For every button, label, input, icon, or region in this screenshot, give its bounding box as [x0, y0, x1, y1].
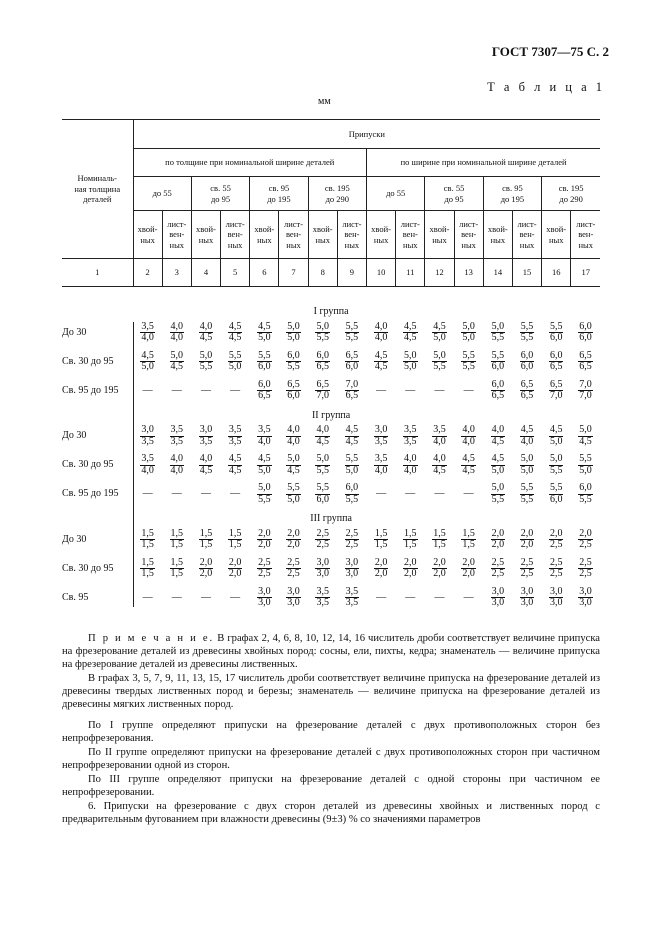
allowance-fraction: $\frac{5,0}{5,5}$ — [199, 349, 213, 372]
column-number: 6 — [250, 259, 279, 287]
column-number: 8 — [308, 259, 337, 287]
allowance-fraction: $\frac{4,0}{4,0}$ — [170, 453, 184, 476]
allowance-fraction: $\frac{2,5}{2,5}$ — [316, 527, 329, 550]
allowance-fraction: $\frac{5,5}{5,0}$ — [345, 453, 359, 476]
allowance-fraction: $\frac{1,5}{1,5}$ — [199, 527, 213, 550]
column-number: 15 — [512, 259, 541, 287]
allowance-fraction: $\frac{4,5}{5,0}$ — [141, 349, 154, 372]
paragraph-group-3: По III группе определяют припуски на фрезерование деталей с одной стороны при частичном ее непрофрезеровании. — [62, 774, 600, 798]
empty-dash: — — [463, 488, 474, 500]
allowance-fraction: $\frac{1,5}{1,5}$ — [170, 556, 184, 579]
wood-type-deciduous: лист- вен- ных — [396, 211, 425, 259]
allowance-fraction: $\frac{3,5}{3,5}$ — [345, 585, 359, 608]
allowance-fraction: $\frac{2,0}{2,0}$ — [491, 527, 505, 550]
table-row — [62, 480, 600, 509]
allowance-fraction: $\frac{2,0}{2,0}$ — [404, 556, 417, 579]
allowance-fraction: $\frac{4,0}{4,5}$ — [199, 453, 213, 476]
empty-dash: — — [171, 384, 182, 396]
row-label: Св. 30 до 95 — [62, 459, 114, 471]
row-label: До 30 — [62, 533, 87, 545]
allowance-fraction: $\frac{1,5}{1,5}$ — [374, 527, 388, 550]
allowance-fraction: $\frac{4,0}{4,5}$ — [433, 453, 446, 476]
allowance-fraction: $\frac{4,0}{4,5}$ — [491, 424, 505, 447]
allowance-fraction: $\frac{5,0}{5,5}$ — [433, 349, 446, 372]
allowance-fraction: $\frac{2,0}{2,0}$ — [462, 556, 475, 579]
allowance-fraction: $\frac{6,5}{6,5}$ — [520, 378, 534, 401]
allowance-fraction: $\frac{5,0}{4,5}$ — [579, 424, 592, 447]
row-label: До 30 — [62, 326, 87, 338]
allowance-fraction: $\frac{3,5}{4,0}$ — [141, 320, 154, 343]
allowance-fraction: $\frac{6,0}{6,5}$ — [316, 349, 329, 372]
allowance-fraction: $\frac{4,0}{4,5}$ — [199, 320, 213, 343]
allowance-fraction: $\frac{5,0}{4,5}$ — [170, 349, 184, 372]
table-row — [62, 319, 600, 348]
allowance-fraction: $\frac{2,0}{2,0}$ — [287, 527, 300, 550]
allowance-fraction: $\frac{5,5}{5,5}$ — [520, 320, 534, 343]
allowance-fraction: $\frac{1,5}{1,5}$ — [170, 527, 184, 550]
allowance-fraction: $\frac{4,5}{4,0}$ — [520, 424, 534, 447]
column-number: 2 — [133, 259, 162, 287]
allowance-fraction: $\frac{3,0}{3,0}$ — [579, 585, 592, 608]
allowance-fraction: $\frac{5,5}{5,5}$ — [520, 482, 534, 505]
allowance-fraction: $\frac{2,0}{2,0}$ — [433, 556, 446, 579]
row-label: Св. 95 — [62, 591, 89, 603]
wood-type-deciduous: лист- вен- ных — [454, 211, 483, 259]
allowance-fraction: $\frac{1,5}{1,5}$ — [228, 527, 242, 550]
allowance-fraction: $\frac{6,0}{6,0}$ — [579, 320, 592, 343]
allowance-fraction: $\frac{5,0}{5,0}$ — [520, 453, 534, 476]
allowance-fraction: $\frac{5,0}{5,5}$ — [258, 482, 271, 505]
wood-type-deciduous: лист- вен- ных — [337, 211, 366, 259]
empty-dash: — — [200, 384, 211, 396]
allowance-fraction: $\frac{5,5}{5,0}$ — [579, 453, 592, 476]
empty-dash: — — [142, 488, 153, 500]
allowance-fraction: $\frac{5,0}{5,5}$ — [491, 320, 505, 343]
column-number: 1 — [62, 259, 133, 287]
allowance-fraction: $\frac{4,5}{5,0}$ — [491, 453, 505, 476]
row-label: Св. 95 до 195 — [62, 384, 119, 396]
allowance-fraction: $\frac{2,0}{2,0}$ — [199, 556, 213, 579]
allowance-fraction: $\frac{3,0}{3,0}$ — [549, 585, 563, 608]
allowance-fraction: $\frac{3,0}{3,0}$ — [345, 556, 359, 579]
wood-type-coniferous: хвой- ных — [250, 211, 279, 259]
empty-dash: — — [376, 591, 387, 603]
allowance-fraction: $\frac{6,5}{6,5}$ — [579, 349, 592, 372]
allowance-fraction: $\frac{3,5}{3,5}$ — [228, 424, 242, 447]
units-label: мм — [318, 96, 331, 107]
allowance-fraction: $\frac{5,5}{5,0}$ — [228, 349, 242, 372]
allowance-fraction: $\frac{1,5}{1,5}$ — [433, 527, 446, 550]
allowance-fraction: $\frac{3,5}{4,0}$ — [141, 453, 154, 476]
empty-dash: — — [142, 384, 153, 396]
table-row — [62, 584, 600, 613]
wood-type-deciduous: лист- вен- ных — [162, 211, 191, 259]
table-row — [62, 377, 600, 406]
column-number: 11 — [396, 259, 425, 287]
table-row — [62, 555, 600, 584]
column-number: 3 — [162, 259, 191, 287]
group-title: I группа — [313, 306, 349, 317]
empty-dash: — — [405, 384, 416, 396]
allowance-fraction: $\frac{6,5}{7,0}$ — [549, 378, 563, 401]
wood-type-coniferous: хвой- ных — [425, 211, 454, 259]
allowance-fraction: $\frac{6,5}{6,0}$ — [287, 378, 300, 401]
allowance-fraction: $\frac{4,5}{4,5}$ — [462, 453, 475, 476]
empty-dash: — — [200, 591, 211, 603]
allowance-fraction: $\frac{7,0}{6,5}$ — [345, 378, 359, 401]
allowance-fraction: $\frac{5,0}{5,5}$ — [549, 453, 563, 476]
allowances-header: Припуски — [133, 120, 600, 149]
allowance-fraction: $\frac{4,5}{4,5}$ — [374, 349, 388, 372]
allowance-fraction: $\frac{5,5}{6,0}$ — [491, 349, 505, 372]
wood-type-coniferous: хвой- ных — [133, 211, 162, 259]
column-number: 14 — [483, 259, 512, 287]
allowance-fraction: $\frac{6,0}{5,5}$ — [579, 482, 592, 505]
allowance-fraction: $\frac{5,0}{5,5}$ — [316, 320, 329, 343]
allowance-fraction: $\frac{2,0}{2,0}$ — [520, 527, 534, 550]
range-header: св. 95 до 195 — [483, 177, 541, 211]
allowance-fraction: $\frac{7,0}{7,0}$ — [579, 378, 592, 401]
range-header: св. 195 до 290 — [308, 177, 366, 211]
allowance-fraction: $\frac{2,0}{2,5}$ — [579, 527, 592, 550]
allowance-fraction: $\frac{3,5}{4,0}$ — [258, 424, 271, 447]
allowance-fraction: $\frac{2,5}{2,5}$ — [549, 556, 563, 579]
row-label: Св. 30 до 95 — [62, 562, 114, 574]
group-title: III группа — [310, 513, 352, 524]
range-header: до 55 — [133, 177, 191, 211]
allowance-fraction: $\frac{1,5}{1,5}$ — [141, 556, 154, 579]
allowance-fraction: $\frac{2,5}{2,5}$ — [345, 527, 359, 550]
column-number: 9 — [337, 259, 366, 287]
allowance-fraction: $\frac{4,5}{4,5}$ — [228, 320, 242, 343]
allowance-fraction: $\frac{4,0}{4,0}$ — [374, 320, 388, 343]
width-header: по ширине при номинальной ширине деталей — [367, 149, 601, 177]
allowance-fraction: $\frac{3,5}{3,5}$ — [316, 585, 329, 608]
allowance-fraction: $\frac{5,5}{5,5}$ — [345, 320, 359, 343]
allowance-fraction: $\frac{3,5}{4,0}$ — [374, 453, 388, 476]
empty-dash: — — [376, 488, 387, 500]
empty-dash: — — [142, 591, 153, 603]
allowance-fraction: $\frac{5,5}{6,0}$ — [549, 482, 563, 505]
allowance-fraction: $\frac{3,0}{3,0}$ — [491, 585, 505, 608]
paragraph-group-1: По I группе определяют припуски на фрезерование деталей с двух противоположных сторон без непрофрезерования. — [62, 720, 600, 744]
allowance-fraction: $\frac{3,5}{3,5}$ — [404, 424, 417, 447]
allowance-fraction: $\frac{3,5}{4,0}$ — [433, 424, 446, 447]
allowance-fraction: $\frac{5,5}{6,0}$ — [549, 320, 563, 343]
row-label: Св. 95 до 195 — [62, 488, 119, 500]
allowance-fraction: $\frac{6,0}{6,5}$ — [549, 349, 563, 372]
table-row — [62, 451, 600, 480]
paragraph-group-2: По II группе определяют припуски на фрезерование деталей с двух противоположных сторон при частичном непрофрезеровании одной из сторон. — [62, 747, 600, 771]
allowance-fraction: $\frac{2,0}{2,0}$ — [228, 556, 242, 579]
allowance-fraction: $\frac{6,0}{6,5}$ — [491, 378, 505, 401]
stub-divider — [133, 322, 134, 607]
range-header: св. 95 до 195 — [250, 177, 308, 211]
empty-dash: — — [405, 591, 416, 603]
table-row — [62, 526, 600, 555]
allowance-fraction: $\frac{1,5}{1,5}$ — [462, 527, 475, 550]
allowance-fraction: $\frac{3,5}{3,5}$ — [170, 424, 184, 447]
allowance-fraction: $\frac{6,0}{5,5}$ — [345, 482, 359, 505]
allowance-fraction: $\frac{1,5}{1,5}$ — [404, 527, 417, 550]
allowance-fraction: $\frac{3,0}{3,5}$ — [141, 424, 154, 447]
allowance-fraction: $\frac{3,0}{3,0}$ — [316, 556, 329, 579]
allowance-fraction: $\frac{2,5}{2,5}$ — [520, 556, 534, 579]
allowance-fraction: $\frac{4,5}{5,0}$ — [549, 424, 563, 447]
wood-type-coniferous: хвой- ных — [191, 211, 220, 259]
allowance-fraction: $\frac{2,0}{2,5}$ — [549, 527, 563, 550]
allowance-fraction: $\frac{3,0}{3,5}$ — [199, 424, 213, 447]
range-header: св. 195 до 290 — [542, 177, 601, 211]
empty-dash: — — [463, 384, 474, 396]
allowance-fraction: $\frac{6,0}{5,5}$ — [287, 349, 300, 372]
wood-type-deciduous: лист- вен- ных — [279, 211, 308, 259]
empty-dash: — — [405, 488, 416, 500]
wood-type-coniferous: хвой- ных — [542, 211, 571, 259]
wood-type-deciduous: лист- вен- ных — [571, 211, 600, 259]
allowance-fraction: $\frac{5,0}{5,0}$ — [287, 320, 300, 343]
table-row — [62, 348, 600, 377]
allowance-fraction: $\frac{4,0}{4,0}$ — [462, 424, 475, 447]
wood-type-coniferous: хвой- ных — [367, 211, 396, 259]
allowance-fraction: $\frac{1,5}{1,5}$ — [141, 527, 154, 550]
column-number: 10 — [367, 259, 396, 287]
empty-dash: — — [200, 488, 211, 500]
allowance-fraction: $\frac{6,5}{7,0}$ — [316, 378, 329, 401]
empty-dash: — — [230, 488, 241, 500]
note-1: П р и м е ч а н и е. В графах 2, 4, 6, 8, 10, 12, 14, 16 числитель дроби соответствует величине припуска на фрезерование деталей из древесины хвойных пород: сосны, ели, пихты, кедра; знаменатель — величине припуска на фрезерование деталей из древесины лиственных. — [62, 633, 601, 670]
thickness-header: по толщине при номинальной ширине деталей — [133, 149, 367, 177]
wood-type-deciduous: лист- вен- ных — [221, 211, 250, 259]
table-row — [62, 422, 600, 451]
empty-dash: — — [434, 384, 445, 396]
allowance-fraction: $\frac{3,0}{3,0}$ — [287, 585, 300, 608]
allowance-fraction: $\frac{4,0}{4,0}$ — [404, 453, 417, 476]
allowance-fraction: $\frac{2,0}{2,0}$ — [374, 556, 388, 579]
allowance-fraction: $\frac{5,5}{5,5}$ — [462, 349, 475, 372]
allowance-fraction: $\frac{6,0}{6,5}$ — [258, 378, 271, 401]
empty-dash: — — [230, 384, 241, 396]
note-2: В графах 3, 5, 7, 9, 11, 13, 15, 17 числитель дроби соответствует величине припуска на фрезерование деталей из древесины твердых лиственных пород и березы; знаменатель — величине припуска на фрезерование деталей из древесины мягких лиственных пород. — [62, 673, 600, 710]
allowance-fraction: $\frac{2,5}{2,5}$ — [491, 556, 505, 579]
allowance-fraction: $\frac{4,5}{5,0}$ — [433, 320, 446, 343]
column-number: 17 — [571, 259, 600, 287]
allowance-fraction: $\frac{4,0}{4,0}$ — [170, 320, 184, 343]
allowance-fraction: $\frac{3,0}{3,5}$ — [374, 424, 388, 447]
range-header: до 55 — [367, 177, 425, 211]
allowance-fraction: $\frac{2,5}{2,5}$ — [258, 556, 271, 579]
empty-dash: — — [171, 488, 182, 500]
group-title: II группа — [311, 409, 351, 421]
empty-dash: — — [376, 384, 387, 396]
allowance-fraction: $\frac{5,0}{5,5}$ — [316, 453, 329, 476]
allowance-fraction: $\frac{2,0}{2,0}$ — [258, 527, 271, 550]
allowance-fraction: $\frac{4,5}{5,0}$ — [258, 453, 271, 476]
allowance-fraction: $\frac{4,5}{4,5}$ — [404, 320, 417, 343]
table-label: Т а б л и ц а 1 — [487, 80, 605, 94]
allowance-fraction: $\frac{2,5}{2,5}$ — [287, 556, 300, 579]
allowance-fraction: $\frac{3,0}{3,0}$ — [258, 585, 271, 608]
row-label: Св. 30 до 95 — [62, 355, 114, 367]
allowance-fraction: $\frac{5,0}{5,5}$ — [491, 482, 505, 505]
column-number: 4 — [191, 259, 220, 287]
range-header: св. 55 до 95 — [191, 177, 249, 211]
paragraph-6: 6. Припуски на фрезерование с двух сторон деталей из древесины хвойных и лиственных пород с предварительным фугованием при влажности древесины (9±3) % со значениями параметров — [62, 801, 600, 825]
document-header: ГОСТ 7307—75 С. 2 — [491, 44, 609, 59]
allowance-fraction: $\frac{4,5}{4,5}$ — [228, 453, 242, 476]
allowance-fraction: $\frac{4,0}{4,5}$ — [316, 424, 329, 447]
allowance-fraction: $\frac{5,0}{5,0}$ — [462, 320, 475, 343]
range-header: св. 55 до 95 — [425, 177, 483, 211]
allowance-fraction: $\frac{6,5}{6,0}$ — [345, 349, 359, 372]
column-number: 13 — [454, 259, 483, 287]
column-number: 16 — [542, 259, 571, 287]
empty-dash: — — [463, 591, 474, 603]
empty-dash: — — [230, 591, 241, 603]
allowance-fraction: $\frac{4,5}{5,0}$ — [258, 320, 271, 343]
allowance-fraction: $\frac{2,5}{2,5}$ — [579, 556, 592, 579]
wood-type-deciduous: лист- вен- ных — [512, 211, 541, 259]
allowance-fraction: $\frac{5,5}{6,0}$ — [258, 349, 271, 372]
allowance-table — [62, 119, 600, 613]
allowance-fraction: $\frac{5,0}{5,0}$ — [404, 349, 417, 372]
column-number: 12 — [425, 259, 454, 287]
allowance-fraction: $\frac{6,0}{6,0}$ — [520, 349, 534, 372]
wood-type-coniferous: хвой- ных — [308, 211, 337, 259]
allowance-fraction: $\frac{4,5}{4,5}$ — [345, 424, 359, 447]
allowance-fraction: $\frac{3,0}{3,0}$ — [520, 585, 534, 608]
wood-type-coniferous: хвой- ных — [483, 211, 512, 259]
stub-header: Номиналь- ная толщина деталей — [62, 120, 133, 259]
column-number: 7 — [279, 259, 308, 287]
allowance-fraction: $\frac{5,5}{5,0}$ — [287, 482, 300, 505]
empty-dash: — — [434, 591, 445, 603]
column-number: 5 — [221, 259, 250, 287]
row-label: До 30 — [62, 430, 87, 442]
empty-dash: — — [434, 488, 445, 500]
allowance-fraction: $\frac{5,5}{6,0}$ — [316, 482, 329, 505]
allowance-fraction: $\frac{4,0}{4,0}$ — [287, 424, 300, 447]
allowance-fraction: $\frac{5,0}{4,5}$ — [287, 453, 300, 476]
empty-dash: — — [171, 591, 182, 603]
